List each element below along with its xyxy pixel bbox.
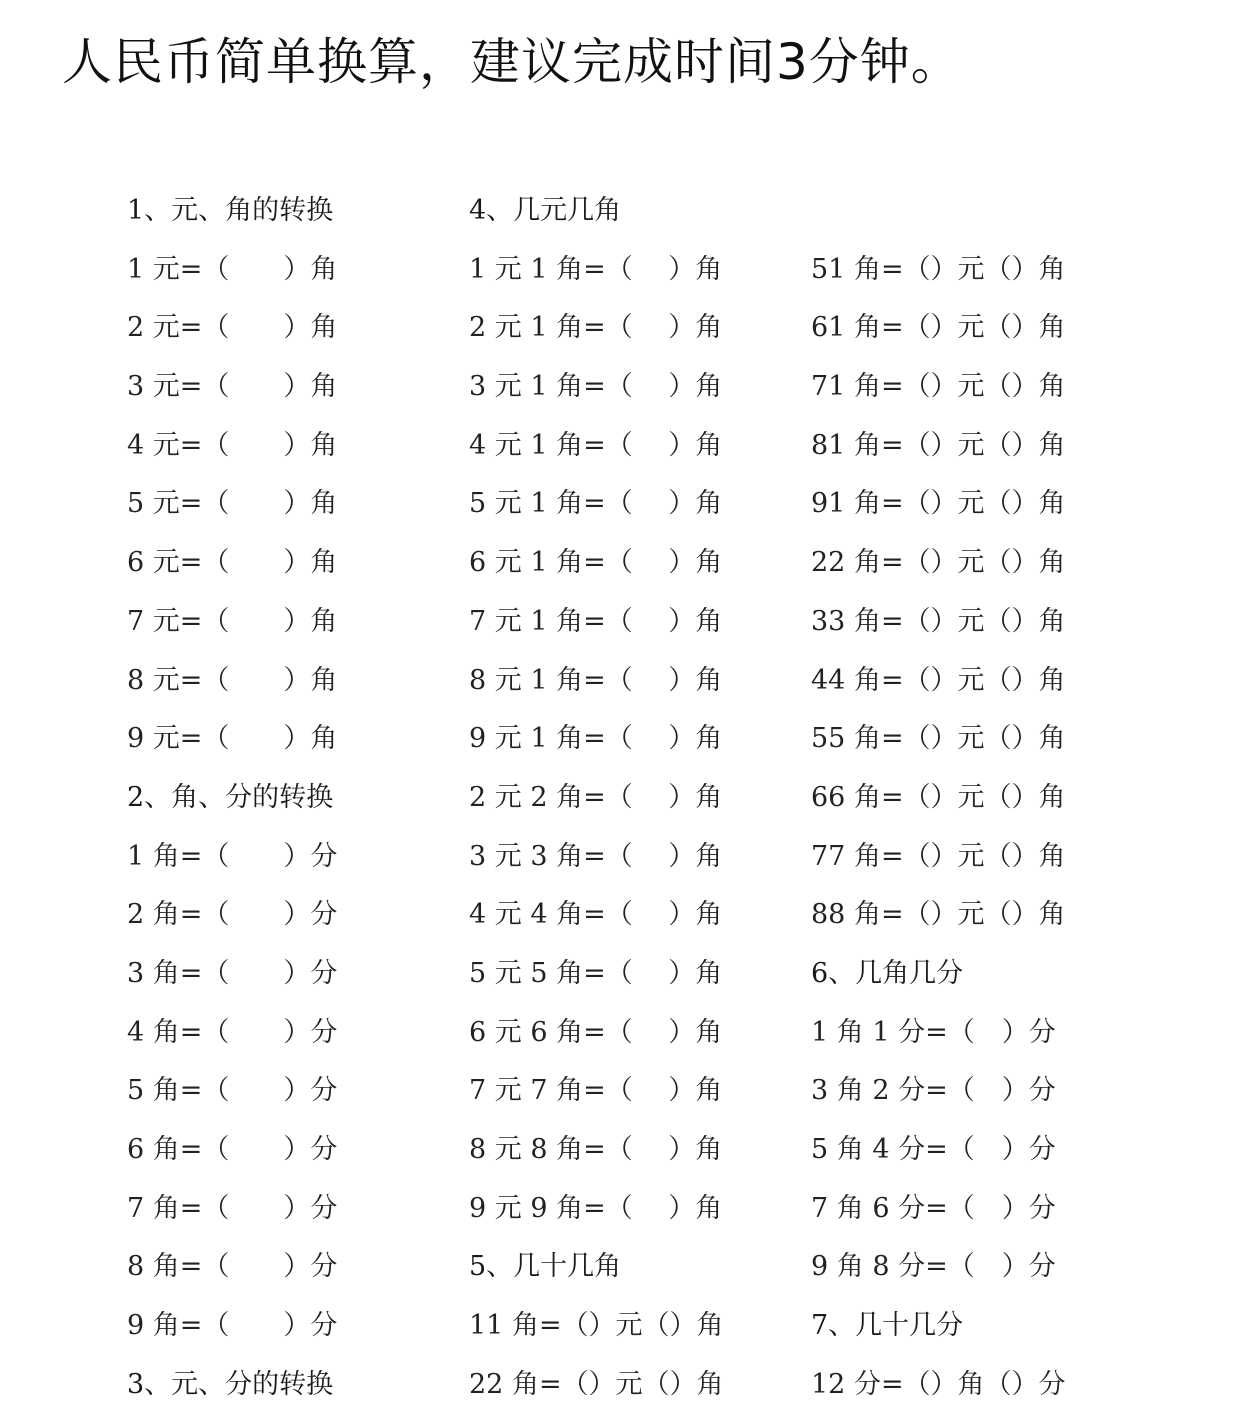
section-heading: 3、元、分的转换 (127, 1368, 334, 1400)
exercise-line: 9 元=（ ）角 (127, 723, 338, 755)
exercise-line: 88 角=（）元（）角 (811, 899, 1066, 931)
exercise-line: 9 角 8 分=（ ）分 (811, 1251, 1056, 1283)
exercise-line: 4 元 1 角=（ ）角 (469, 429, 723, 461)
exercise-line: 9 元 9 角=（ ）角 (469, 1192, 723, 1224)
exercise-line: 5 角 4 分=（ ）分 (811, 1134, 1056, 1165)
exercise-line: 5 元 1 角=（ ）角 (469, 488, 723, 520)
exercise-line: 8 元=（ ）角 (127, 664, 338, 696)
exercise-line: 5 元 5 角=（ ）角 (469, 957, 723, 989)
exercise-line: 2 元 2 角=（ ）角 (469, 781, 723, 813)
exercise-line: 3 元=（ ）角 (127, 371, 338, 403)
section-heading: 6、几角几分 (811, 957, 964, 989)
section-heading: 4、几元几角 (469, 195, 622, 226)
exercise-line: 6 元 1 角=（ ）角 (469, 547, 723, 579)
exercise-line: 7 元=（ ）角 (127, 605, 338, 637)
section-heading: 1、元、角的转换 (127, 195, 334, 226)
exercise-line: 91 角=（）元（）角 (811, 488, 1066, 520)
exercise-line: 66 角=（）元（）角 (811, 781, 1066, 813)
exercise-line: 4 元 4 角=（ ）角 (469, 899, 723, 931)
exercise-line: 8 元 8 角=（ ）角 (469, 1134, 723, 1165)
exercise-line: 22 角=（）元（）角 (811, 547, 1066, 579)
exercise-line: 61 角=（）元（）角 (811, 312, 1066, 344)
exercise-line: 11 角=（）元（）角 (469, 1310, 724, 1342)
exercise-line: 9 角=（ ）分 (127, 1310, 338, 1342)
exercise-line: 4 角=（ ）分 (127, 1016, 338, 1048)
exercise-line: 5 元=（ ）角 (127, 488, 338, 520)
exercise-line: 2 角=（ ）分 (127, 899, 338, 931)
exercise-line (811, 182, 1066, 241)
exercise-line: 1 元 1 角=（ ）角 (469, 253, 723, 285)
exercise-line: 81 角=（）元（）角 (811, 429, 1066, 461)
exercise-line: 33 角=（）元（）角 (811, 605, 1066, 637)
section-heading: 2、角、分的转换 (127, 781, 334, 813)
exercise-line: 44 角=（）元（）角 (811, 664, 1066, 696)
exercise-line: 1 元=（ ）角 (127, 253, 338, 285)
exercise-line: 71 角=（）元（）角 (811, 371, 1066, 403)
exercise-line: 51 角=（）元（）角 (811, 253, 1066, 285)
exercise-line: 6 角=（ ）分 (127, 1134, 338, 1165)
exercise-line: 7 角=（ ）分 (127, 1192, 338, 1224)
exercise-line: 6 元=（ ）角 (127, 547, 338, 579)
worksheet-column-2 (469, 182, 724, 1414)
exercise-line: 6 元 6 角=（ ）角 (469, 1016, 723, 1048)
worksheet-column-1 (127, 182, 337, 1414)
exercise-line: 3 元 3 角=（ ）角 (469, 840, 723, 872)
exercise-line: 8 角=（ ）分 (127, 1251, 338, 1283)
exercise-line: 12 分=（）角（）分 (811, 1368, 1066, 1400)
section-heading: 5、几十几角 (469, 1251, 622, 1283)
exercise-line: 3 角=（ ）分 (127, 957, 338, 989)
exercise-line: 9 元 1 角=（ ）角 (469, 723, 723, 755)
section-heading: 7、几十几分 (811, 1310, 964, 1342)
exercise-line: 7 元 7 角=（ ）角 (469, 1075, 723, 1107)
exercise-line: 3 元 1 角=（ ）角 (469, 371, 723, 403)
exercise-line: 8 元 1 角=（ ）角 (469, 664, 723, 696)
exercise-line: 22 角=（）元（）角 (469, 1368, 724, 1400)
exercise-line: 7 角 6 分=（ ）分 (811, 1192, 1056, 1224)
exercise-line: 5 角=（ ）分 (127, 1075, 338, 1107)
page-title: 人民币简单换算，建议完成时间3分钟。 (62, 33, 962, 91)
exercise-line: 2 元 1 角=（ ）角 (469, 312, 723, 344)
exercise-line: 4 元=（ ）角 (127, 429, 338, 461)
exercise-line: 77 角=（）元（）角 (811, 840, 1066, 872)
exercise-line: 55 角=（）元（）角 (811, 723, 1066, 755)
exercise-line: 3 角 2 分=（ ）分 (811, 1075, 1056, 1107)
exercise-line: 1 角 1 分=（ ）分 (811, 1016, 1056, 1048)
worksheet-column-3 (811, 182, 1066, 1414)
exercise-line: 2 元=（ ）角 (127, 312, 338, 344)
exercise-line: 1 角=（ ）分 (127, 840, 338, 872)
exercise-line: 7 元 1 角=（ ）角 (469, 605, 723, 637)
